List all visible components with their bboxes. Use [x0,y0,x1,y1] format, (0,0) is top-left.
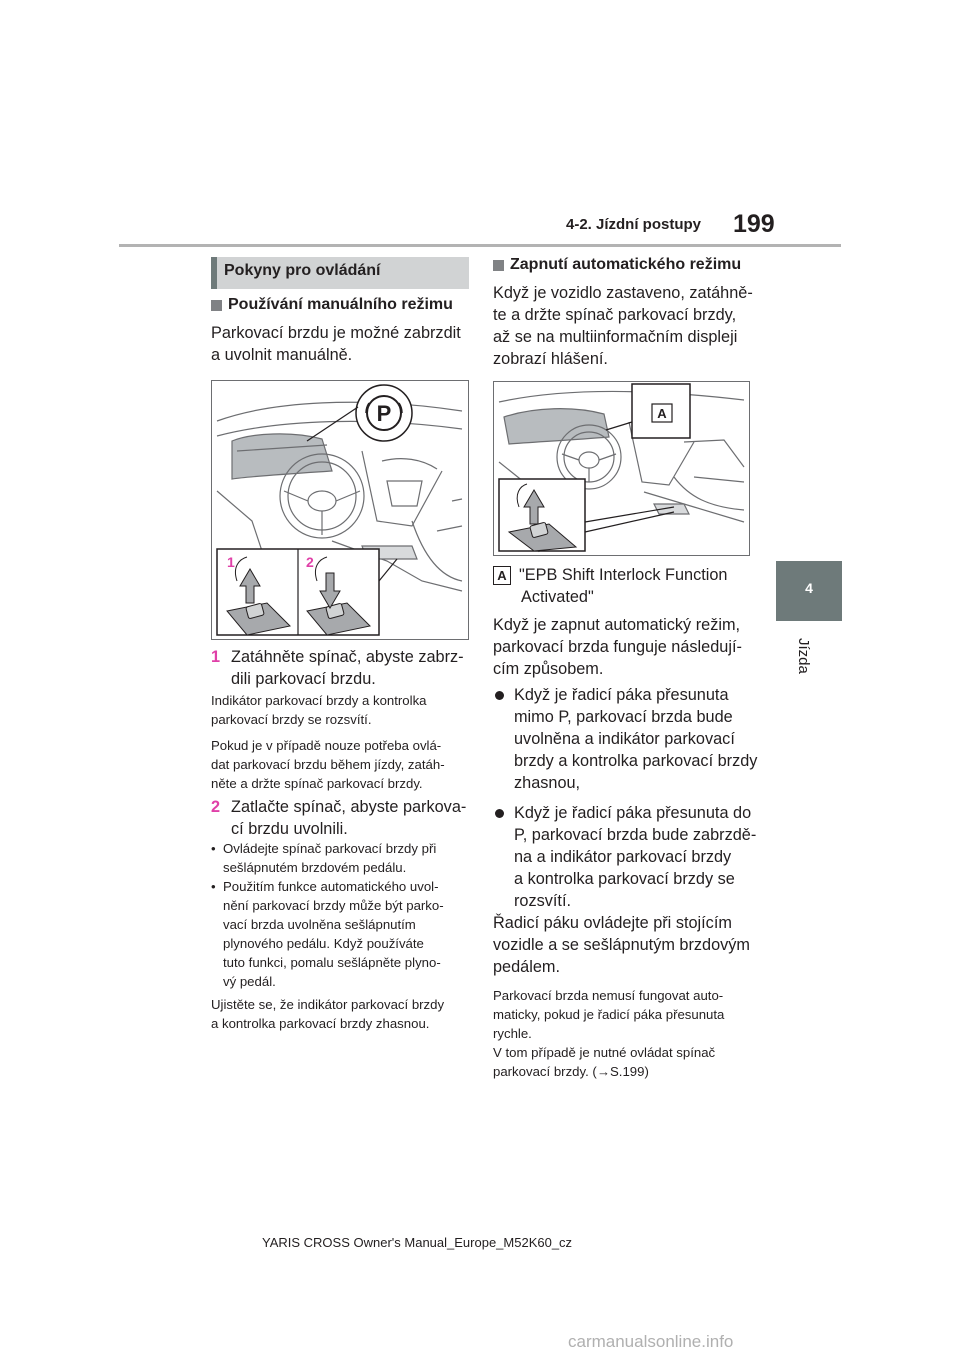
text-line: vozidle a se sešlápnutým brzdovým [493,936,750,954]
text-line: Pokud je v případě nouze potřeba ovlá- [211,738,442,753]
text-line: a kontrolka parkovací brzdy se [514,870,735,888]
section-title: 4-2. Jízdní postupy [566,216,702,233]
text-line: Parkovací brzdu je možné zabrzdit [211,324,461,342]
auto-mode-description [493,614,742,680]
page-reference-link[interactable]: parkovací brzdy. (→S.199) [493,1064,649,1079]
manual-mode-intro [211,322,461,366]
text-line: te a držte spínač parkovací brzdy, [493,306,737,324]
manual-mode-heading [211,296,453,314]
text-line: zhasnou, [514,774,581,792]
text-line: dat parkovací brzdu během jízdy, zatáh- [211,757,445,772]
text-line: P, parkovací brzda bude zabrzdě- [514,826,757,844]
round-bullet-list [493,684,763,912]
footer-text: YARIS CROSS Owner's Manual_Europe_M52K60_cz [262,1235,573,1250]
section-heading: Pokyny pro ovládání [224,262,381,279]
inset-label-1: 1 [227,554,235,570]
text-line: vací brzda uvolněna sešlápnutím [223,917,416,932]
text-line: Zatáhněte spínač, abyste zabrz- [231,648,464,666]
manual-mode-heading-text: Používání manuálního režimu [228,296,453,313]
text-line: uvolněna a indikátor parkovací [514,730,735,748]
list-item [493,684,763,794]
text-line: maticky, pokud je řadicí páka přesunuta [493,1007,725,1022]
text-line: cím způsobem. [493,660,604,678]
final-note [493,986,724,1081]
square-bullet-icon [493,260,504,271]
text-line: Když je řadicí páka přesunuta do [514,804,752,822]
chapter-number: 4 [805,580,813,596]
text-line: dili parkovací brzdu. [231,670,376,688]
figure-auto-mode [493,381,750,556]
text-line: Když je zapnut automatický režim, [493,616,741,634]
bullet-list [211,839,469,991]
dashboard-illustration [494,382,749,555]
text-line: až se na multiinformačním displeji [493,328,738,346]
auto-mode-heading [493,256,741,274]
text-line: a kontrolka parkovací brzdy zhasnou. [211,1016,430,1031]
text-line: mimo P, parkovací brzda bude [514,708,733,726]
chapter-tab[interactable] [776,561,842,621]
text-line: Zatlačte spínač, abyste parkova- [231,798,467,816]
watermark: carmanualsonline.info [568,1332,734,1351]
text-line: nění parkovací brzdy může být parko- [223,898,444,913]
page-number: 199 [733,210,775,238]
note-emergency [211,736,445,793]
section-heading-box [211,257,469,289]
text-line: Parkovací brzda nemusí fungovat auto- [493,988,724,1003]
bullet-marker: • [211,879,216,894]
callout-a-text [493,564,727,608]
shift-note [493,912,750,978]
p-button-symbol: P [376,401,392,426]
text-line: sešlápnutém brzdovém pedálu. [223,860,407,875]
chapter-label: Jízda [795,638,812,674]
text-line: Řadicí páku ovládejte při stojícím [493,914,732,932]
step-1-number: 1 [211,648,221,666]
text-line: brzdy a kontrolka parkovací brzdy [514,752,758,770]
text-line: tuto funkci, pomalu sešlápněte plyno- [223,955,441,970]
text-line: a uvolnit manuálně. [211,346,353,364]
bullet-marker: • [211,841,216,856]
text-line: něte a držte spínač parkovací brzdy. [211,776,423,791]
list-item [211,839,469,877]
text-line: cí brzdu uvolnili. [231,820,348,838]
text-line: plynového pedálu. Když používáte [223,936,424,951]
square-bullet-icon [211,300,222,311]
text-line: parkovací brzdy se rozsvítí. [211,712,372,727]
list-item [211,877,469,991]
auto-mode-intro [493,282,753,370]
inset-label-2: 2 [306,554,314,570]
text-line: Použitím funkce automatického uvol- [223,879,439,894]
bullet-dot-icon [495,691,504,700]
dashboard-illustration [212,381,468,639]
text-line: V tom případě je nutné ovládat spínač [493,1045,716,1060]
text-line: Indikátor parkovací brzdy a kontrolka [211,693,427,708]
text-line: Activated" [521,588,594,606]
text-line: vý pedál. [223,974,276,989]
text-line: parkovací brzda funguje následují- [493,638,742,656]
text-line: "EPB Shift Interlock Function [519,566,728,584]
text-line: rozsvítí. [514,892,571,910]
list-item [493,802,763,912]
auto-mode-heading-text: Zapnutí automatického režimu [510,256,742,273]
step-1 [211,646,464,690]
header-rule [119,244,841,247]
text-line: Když je řadicí páka přesunuta [514,686,729,704]
text-line: Ujistěte se, že indikátor parkovací brzdy [211,997,445,1012]
callout-a-box: A [493,566,511,585]
text-line: pedálem. [493,958,560,976]
text-line: zobrazí hlášení. [493,350,608,368]
text-line: Ovládejte spínač parkovací brzdy při [223,841,437,856]
note-check [211,995,444,1033]
figure-manual-mode [211,380,469,640]
text-line: na a indikátor parkovací brzdy [514,848,732,866]
step-2-number: 2 [211,798,221,816]
callout-a-label: A [657,406,667,421]
bullet-dot-icon [495,809,504,818]
step-2 [211,796,466,840]
text-line: rychle. [493,1026,532,1041]
note-indicator [211,691,427,729]
text-line: Když je vozidlo zastaveno, zatáhně- [493,284,753,302]
